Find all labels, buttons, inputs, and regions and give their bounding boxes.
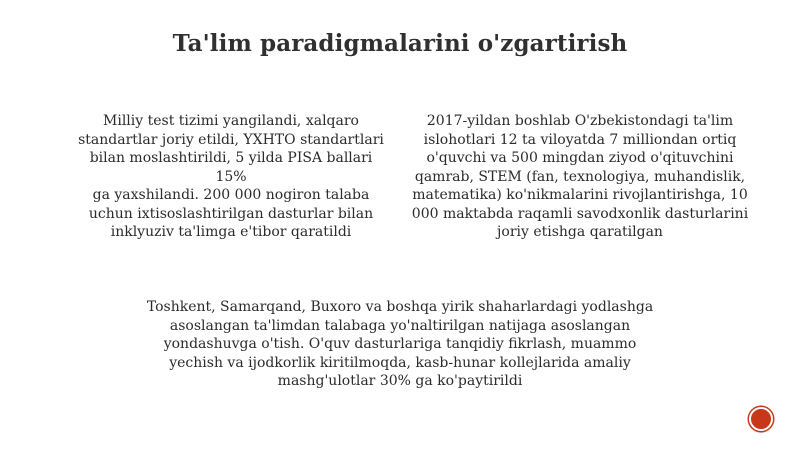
next-slide-circle-icon[interactable] (749, 407, 773, 431)
left-text-block: Milliy test tizimi yangilandi, xalqaro standartlar joriy etildi, YXHTO standartlari bilan moslashtirildi, 5 yilda PISA ballari 15% ga yaxshilandi. 200 000 nogiron talaba uchun ixtisoslashtirilgan dasturlar bilan inklyuziv ta'limga e'tibor qaratildi (78, 113, 384, 240)
right-text-block: 2017-yildan boshlab O'zbekistondagi ta'lim islohotlari 12 ta viloyatda 7 milliondan ortiq o'quvchi va 500 mingdan ziyod o'qituvchini qamrab, STEM (fan, texnologiya, muhandislik, matematika) ko'nikmalarini rivojlantirishga, 10 000 maktabda raqamli savodxonlik dasturlarini joriy etishga qaratilgan (411, 113, 749, 240)
slide-title: Ta'lim paradigmalarini o'zgartirish (172, 30, 628, 57)
bottom-text-block: Toshkent, Samarqand, Buxoro va boshqa yirik shaharlardagi yodlashga asoslangan ta'limdan talabaga yo'naltirilgan natijaga asoslangan yondashuvga o'tish. O'quv dasturlariga tanqidiy fikrlash, muammo yechish va ijodkorlik kiritilmoqda, kasb-hunar kollejlarida amaliy mashg'ulotlar 30% ga ko'paytirildi (146, 299, 654, 389)
